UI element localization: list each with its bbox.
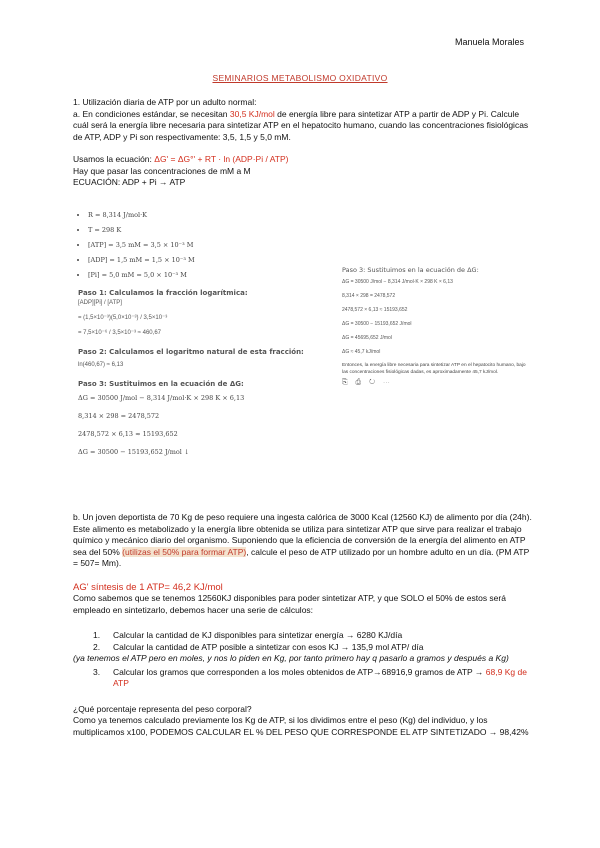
- calc-step-text: Calcular los gramos que corresponden a los moles obtenidos de ATP→68916,9 gramos de ATP →: [113, 666, 486, 677]
- given-value: • T = 298 K: [88, 223, 318, 238]
- step-1-title: Paso 1: Calculamos la fracción logarítmica:: [78, 289, 248, 297]
- a-text-pre: a. En condiciones estándar, se necesitan: [73, 108, 230, 119]
- atp-synthesis-energy: AG' síntesis de 1 ATP= 46,2 KJ/mol: [73, 581, 223, 593]
- section-1-heading: 1. Utilización diaria de ATP por un adulto normal:: [73, 97, 257, 107]
- calculation-image-right: [342, 266, 532, 387]
- equation-line: [73, 154, 533, 166]
- right-step-line: 2478,572 × 6,13 ≈ 15193,652: [342, 307, 408, 313]
- given-value: • [ADP] = 1,5 mM = 1,5 × 10⁻³ M: [88, 253, 318, 268]
- calc-step-num: 3.: [93, 666, 101, 677]
- right-step-title: Paso 3: Sustituimos en la ecuación de ΔG:: [342, 266, 479, 274]
- given-values-list: [78, 208, 318, 283]
- right-step-line: ΔG = 30500 J/mol − 8,314 J/mol·K × 298 K × 6,13: [342, 279, 453, 285]
- b-text-pre: b. Un joven deportista de 70 Kg de peso requiere una ingesta calórica de 3000 Kcal (12560 KJ) de alimento por día (24h). Este alimento es metabolizado y la energía libre obtenida se utiliza para sintetizar ATP que sirve para realizar el trabajo químico y mecánico diario del organismo. Suponiendo que la eficiencia de conversión de la energía del alimento en ATP sea del 50%: [73, 512, 532, 557]
- equation-label: Usamos la ecuación:: [73, 154, 155, 164]
- calc-step: [93, 642, 533, 654]
- step-2-title: Paso 2: Calculamos el logaritmo natural de esta fracción:: [78, 348, 304, 356]
- section-1: [73, 97, 533, 189]
- atp-mass-result: 68,9 Kg de ATP: [113, 666, 527, 688]
- conversion-note: Hay que pasar las concentraciones de mM a M: [73, 165, 251, 176]
- step-1-line: [ADP][Pi] / [ATP]: [78, 300, 122, 306]
- calc-step-num: 2.: [93, 641, 101, 652]
- right-step-line: 8,314 × 298 = 2478,572: [342, 293, 396, 299]
- given-value: • R = 8,314 J/mol·K: [88, 208, 318, 223]
- section-b: [73, 512, 533, 738]
- given-value: • [Pi] = 5,0 mM = 5,0 × 10⁻³ M: [88, 268, 318, 283]
- calculation-image-left: [78, 208, 318, 468]
- calc-step-3-wrap: [73, 667, 533, 690]
- calc-step-text: Calcular la cantidad de KJ disponibles para sintetizar energía → 6280 KJ/día: [113, 630, 403, 640]
- right-step-line: ΔG = 30500 − 15193,652 J/mol: [342, 321, 412, 327]
- a-value: 30,5 KJ/mol: [229, 108, 275, 119]
- step-3-line: 2478,572 × 6,13 ≈ 15193,652: [78, 430, 178, 438]
- right-step-line: ΔG ≈ 45,7 kJ/mol: [342, 349, 381, 355]
- copy-toolbar-icons[interactable]: ⎘ ⎙ ↻ ⋯: [342, 379, 393, 386]
- b-text-post: , calcule el peso de ATP utilizado por un hombre adulto en un día. (PM ATP = 507= Mm).: [73, 546, 530, 568]
- right-conclusion: Entonces, la energía libre necesaria para sintetizar ATP en el hepatocito humano, bajo las concentraciones fisiológicas dadas, es aproximadamente 45,7 kJ/mol.: [342, 363, 526, 375]
- conversion-remark: (ya tenemos el ATP pero en moles, y nos lo piden en Kg, por tanto primero hay q pasarlo a gramos y después a Kg): [73, 653, 509, 663]
- calc-step-num: 1.: [93, 630, 101, 640]
- step-1-line: = (1,5×10⁻³)(5,0×10⁻³) / 3,5×10⁻³: [78, 315, 168, 321]
- right-step-line: ΔG = 45695,652 J/mol: [342, 335, 392, 341]
- step-3-line: ΔG = 30500 − 15193,652 J/mol ↓: [78, 448, 190, 456]
- section-b-problem: [73, 512, 533, 570]
- calc-step: [93, 630, 533, 642]
- calc-step: [93, 667, 533, 690]
- given-value: • [ATP] = 3,5 mM = 3,5 × 10⁻³ M: [88, 238, 318, 253]
- a-text-post: de energía libre para sintetizar ATP a partir de ADP y Pi. Calcule cuál será la energía libre necesaria para sintetizar ATP en el hepatocito humano, cuando las concentraciones fisiológicas de ATP, ADP y Pi son respectivamente: 3,5, 1,5 y 5,0 mM.: [73, 108, 529, 142]
- equation: ΔG' = ΔG°' + RT · ln (ADP·Pi / ATP): [154, 154, 289, 164]
- percentage-answer: Como ya tenemos calculado previamente los Kg de ATP, si los dividimos entre el peso (Kg) del individuo, y los multiplicamos x100, PODEMOS CALCULAR EL % DEL PESO QUE CORRESPONDE EL ATP SINTETIZADO → 98,42%: [73, 715, 529, 737]
- step-3-line: 8,314 × 298 = 2478,572: [78, 412, 160, 420]
- author-name: Manuela Morales: [455, 37, 525, 47]
- calc-steps: [73, 630, 533, 653]
- calc-step-text: Calcular la cantidad de ATP posible a sintetizar con esos KJ → 135,9 mol ATP/ día: [113, 641, 424, 652]
- page-title: SEMINARIOS METABOLISMO OXIDATIVO: [212, 73, 388, 83]
- step-3-line: ΔG = 30500 J/mol − 8,314 J/mol·K × 298 K × 6,13: [78, 394, 245, 402]
- b-highlight: (utilizas el 50% para formar ATP): [122, 546, 247, 557]
- step-2-line: ln(460,67) ≈ 6,13: [78, 362, 124, 368]
- section-b-intro: Como sabemos que se tenemos 12560KJ disponibles para poder sintetizar ATP, y que SOLO el 50% de estos será empleado en sintetizarlo, debemos hacer una serie de cálculos:: [73, 593, 506, 615]
- reaction-line: ECUACIÓN: ADP + Pi → ATP: [73, 177, 186, 187]
- percentage-question: ¿Qué porcentaje representa del peso corporal?: [73, 703, 252, 714]
- section-1-a: [73, 109, 533, 144]
- step-1-line: = 7,5×10⁻⁶ / 3,5×10⁻³ ≈ 460,67: [78, 330, 161, 336]
- step-3-title: Paso 3: Sustituimos en la ecuación de ΔG:: [78, 380, 244, 388]
